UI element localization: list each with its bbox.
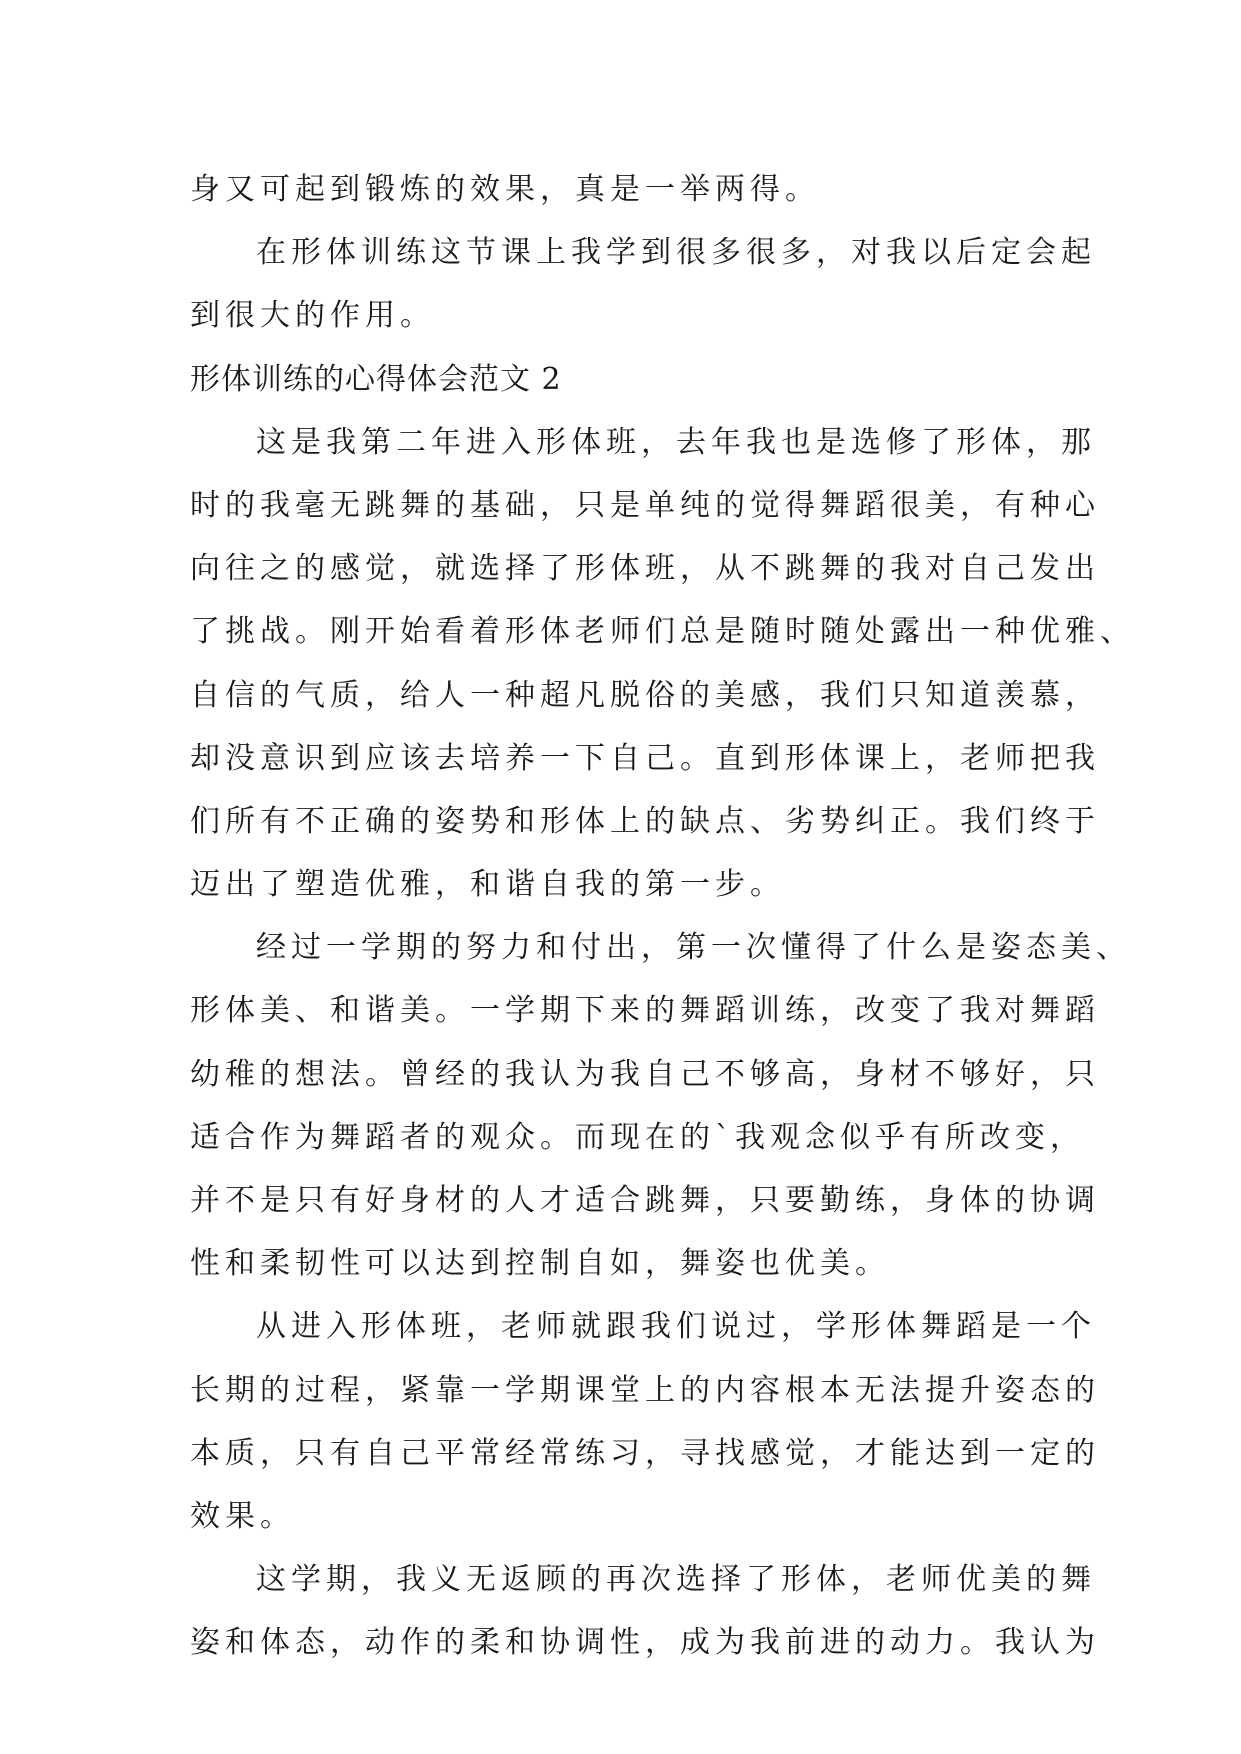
paragraph-line: 却没意识到应该去培养一下自己。直到形体课上，老师把我 bbox=[190, 740, 1100, 776]
section-heading: 形体训练的心得体会范文 2 bbox=[190, 361, 562, 397]
paragraph-line: 并不是只有好身材的人才适合跳舞，只要勤练，身体的协调 bbox=[190, 1183, 1100, 1218]
paragraph-line: 时的我毫无跳舞的基础，只是单纯的觉得舞蹈很美，有种心 bbox=[190, 487, 1100, 523]
paragraph-line: 这学期，我义无返顾的再次选择了形体，老师优美的舞 bbox=[256, 1562, 1096, 1598]
paragraph-line: 自信的气质，给人一种超凡脱俗的美感，我们只知道羡慕， bbox=[190, 677, 1100, 713]
paragraph-line: 经过一学期的努力和付出，第一次懂得了什么是姿态美、 bbox=[256, 930, 1131, 966]
paragraph-line: 本质，只有自己平常经常练习，寻找感觉，才能达到一定的 bbox=[190, 1435, 1100, 1471]
paragraph-line: 身又可起到锻炼的效果，真是一举两得。 bbox=[190, 172, 820, 207]
document-body bbox=[190, 158, 1135, 1675]
paragraph-line: 形体美、和谐美。一学期下来的舞蹈训练，改变了我对舞蹈 bbox=[190, 993, 1100, 1029]
paragraph-line: 姿和体态，动作的柔和协调性，成为我前进的动力。我认为 bbox=[190, 1625, 1100, 1661]
paragraph-line: 到很大的作用。 bbox=[190, 298, 435, 334]
paragraph-line: 幼稚的想法。曾经的我认为我自己不够高，身材不够好，只 bbox=[190, 1056, 1100, 1092]
paragraph-line: 适合作为舞蹈者的观众。而现在的`我观念似乎有所改变， bbox=[190, 1119, 1085, 1155]
paragraph-line: 性和柔韧性可以达到控制自如，舞姿也优美。 bbox=[190, 1246, 890, 1282]
paragraph-line: 在形体训练这节课上我学到很多很多，对我以后定会起 bbox=[256, 235, 1096, 271]
paragraph-line: 从进入形体班，老师就跟我们说过，学形体舞蹈是一个 bbox=[256, 1309, 1096, 1345]
paragraph-line: 效果。 bbox=[190, 1498, 295, 1534]
paragraph-line: 长期的过程，紧靠一学期课堂上的内容根本无法提升姿态的 bbox=[190, 1372, 1100, 1408]
paragraph-line: 们所有不正确的姿势和形体上的缺点、劣势纠正。我们终于 bbox=[190, 803, 1100, 839]
paragraph-line: 了挑战。刚开始看着形体老师们总是随时随处露出一种优雅、 bbox=[190, 614, 1135, 650]
paragraph-line: 这是我第二年进入形体班，去年我也是选修了形体，那 bbox=[256, 424, 1096, 460]
paragraph-line: 向往之的感觉，就选择了形体班，从不跳舞的我对自己发出 bbox=[190, 551, 1100, 587]
paragraph-line: 迈出了塑造优雅，和谐自我的第一步。 bbox=[190, 867, 785, 903]
